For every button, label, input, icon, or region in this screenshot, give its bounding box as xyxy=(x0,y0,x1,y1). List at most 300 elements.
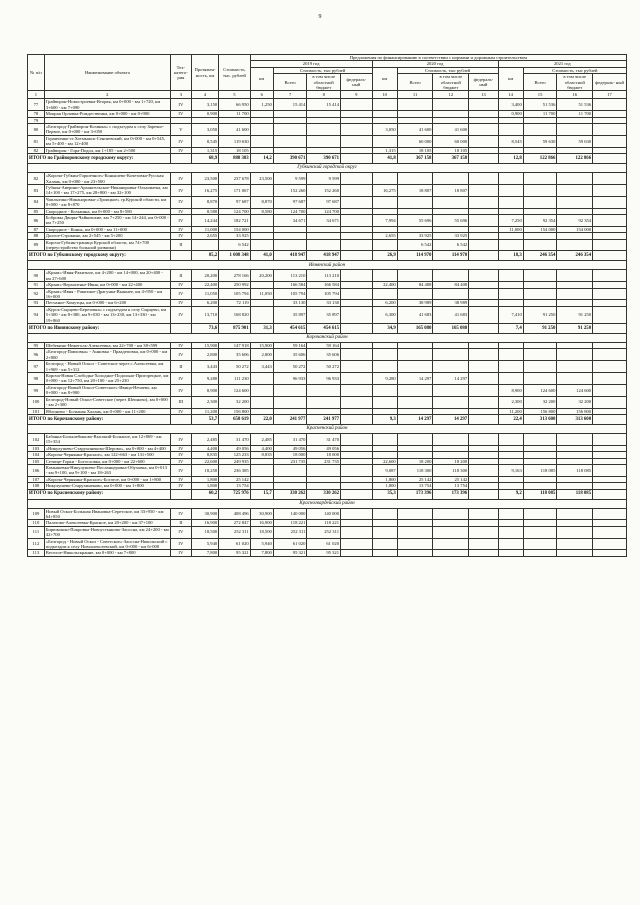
table-cell: 11 700 xyxy=(523,111,557,117)
table-cell: 7,800 xyxy=(191,550,218,556)
table-cell: 38 989 xyxy=(397,300,433,306)
table-cell xyxy=(250,373,273,385)
total-cell: 330 262 xyxy=(273,489,307,499)
object-name-cell: Гораиченко-ст.Хотмыжск-Сенгяевский, км 0+000 - км 0+545, км 5+400 - км 12+400 xyxy=(44,135,170,147)
total-cell: 418 947 xyxy=(307,251,341,261)
total-cell: 122 866 xyxy=(523,154,557,164)
table-cell: 13,710 xyxy=(191,306,218,323)
table-cell: 182 721 xyxy=(219,214,251,226)
table-cell xyxy=(341,196,373,208)
table-cell: 91 250 xyxy=(523,306,557,323)
table-cell: 100 xyxy=(28,396,45,408)
table-cell xyxy=(341,288,373,300)
total-cell xyxy=(593,414,627,424)
table-cell: 31 470 xyxy=(307,433,341,445)
table-cell: IV xyxy=(170,452,191,458)
total-cell: 114 970 xyxy=(433,251,469,261)
column-number: 9 xyxy=(341,91,373,99)
table-cell: 97 xyxy=(28,361,45,373)
table-cell xyxy=(191,239,218,251)
table-cell: IV xyxy=(170,111,191,117)
table-cell: 101 xyxy=(28,408,45,414)
table-cell: III xyxy=(170,396,191,408)
header-total: Всего xyxy=(397,74,433,91)
total-cell: 41,8 xyxy=(372,154,397,164)
table-cell: 166 584 xyxy=(307,282,341,288)
table-cell xyxy=(469,550,498,556)
table-cell: 8,835 xyxy=(191,452,218,458)
header-total: Всего xyxy=(273,74,307,91)
table-cell: 51 536 xyxy=(557,99,593,111)
table-cell: II xyxy=(170,361,191,373)
table-cell: 20,200 xyxy=(191,270,218,282)
table-cell: 250 992 xyxy=(219,282,251,288)
table-cell xyxy=(523,373,557,385)
total-cell: 34,9 xyxy=(372,324,397,334)
object-name-cell: Скородное - Коньк, км 0+000 - км 11+000 xyxy=(44,226,170,232)
table-cell: 156 800 xyxy=(557,408,593,414)
table-cell: 124 600 xyxy=(557,384,593,396)
header-cost: Стоимость, тыс. рублей xyxy=(219,55,251,91)
total-cell: 91 250 xyxy=(523,324,557,334)
table-cell: 118 221 xyxy=(273,520,307,526)
table-cell: 231 735 xyxy=(307,458,341,464)
table-cell: 8,545 xyxy=(498,135,523,147)
table-cell: 103 xyxy=(28,445,45,451)
table-cell: 15 414 xyxy=(273,99,307,111)
table-cell: 13 754 xyxy=(219,483,251,489)
table-cell: II xyxy=(170,520,191,526)
table-cell: 154 000 xyxy=(557,226,593,232)
table-cell: 236 385 xyxy=(219,464,251,476)
table-cell: 9,280 xyxy=(372,373,397,385)
table-cell xyxy=(557,550,593,556)
table-cell xyxy=(372,288,397,300)
table-row xyxy=(28,433,627,445)
object-name-cell: Камышевка-Никулушево-Посланцеровка-Обуховка, км 0+013 - км 9+100, км 9+100 - км 18+263 xyxy=(44,464,170,476)
table-cell: IV xyxy=(170,306,191,323)
table-cell: 82 xyxy=(28,147,45,153)
table-cell: 18,500 xyxy=(250,526,273,538)
table-cell xyxy=(469,124,498,136)
table-cell: 83 xyxy=(28,184,45,196)
table-row xyxy=(28,526,627,538)
table-cell xyxy=(341,99,373,111)
table-cell: II xyxy=(170,239,191,251)
table-cell: 107 xyxy=(28,476,45,482)
total-cell: 12,8 xyxy=(498,154,523,164)
table-cell xyxy=(498,124,523,136)
table-cell: IV xyxy=(170,384,191,396)
table-cell: 95 xyxy=(28,343,45,349)
table-row xyxy=(28,361,627,373)
table-row xyxy=(28,196,627,208)
table-cell: 140 000 xyxy=(273,508,307,520)
table-cell: 91 250 xyxy=(557,306,593,323)
table-cell xyxy=(372,396,397,408)
object-name-cell: «Белгород-Павловка» - Анновка - Праадеповка, км 0+000 - км 2+800 xyxy=(44,349,170,361)
table-cell: 91 xyxy=(28,282,45,288)
header-name: Наименование объекта xyxy=(44,55,170,91)
header-cost-group: Стоимость, тыс рублей xyxy=(273,67,372,73)
table-cell xyxy=(557,288,593,300)
table-cell: 2,800 xyxy=(191,349,218,361)
table-cell xyxy=(397,384,433,396)
table-cell xyxy=(433,361,469,373)
table-cell: 95 321 xyxy=(307,550,341,556)
header-category: Тех- катего- рия xyxy=(170,55,191,91)
total-cell xyxy=(170,251,191,261)
table-cell: 59 630 xyxy=(557,135,593,147)
table-cell xyxy=(557,196,593,208)
table-cell: 7,994 xyxy=(372,214,397,226)
table-cell: 95 321 xyxy=(219,550,251,556)
table-cell xyxy=(593,384,627,396)
table-cell: 96 933 xyxy=(273,373,307,385)
table-cell xyxy=(523,508,557,520)
table-cell: 154 000 xyxy=(523,226,557,232)
total-cell xyxy=(469,489,498,499)
section-title-row xyxy=(28,499,627,508)
table-cell: 61 020 xyxy=(273,538,307,550)
total-row xyxy=(28,154,627,164)
table-cell: IV xyxy=(170,550,191,556)
table-cell: 111 230 xyxy=(219,373,251,385)
table-cell: 106 xyxy=(28,464,45,476)
table-cell xyxy=(273,239,307,251)
table-cell: IV xyxy=(170,464,191,476)
table-cell: 49 056 xyxy=(273,445,307,451)
table-cell: 59 630 xyxy=(523,135,557,147)
table-cell xyxy=(593,306,627,323)
table-cell xyxy=(397,538,433,550)
table-row xyxy=(28,214,627,226)
table-cell: 59 164 xyxy=(307,343,341,349)
total-cell: 9,3 xyxy=(372,414,397,424)
table-cell: 18,500 xyxy=(191,526,218,538)
header-forecast: Предложения по финансированию в соответствии с нормами и дорожным строительством xyxy=(250,55,626,61)
total-cell: 60,2 xyxy=(191,489,218,499)
object-name-cell: «Белгород-Новый Оскол-Советское»-Ивица-Нечаево, км 0+000 - км 8+900 xyxy=(44,384,170,396)
column-number: 7 xyxy=(273,91,307,99)
total-cell xyxy=(469,324,498,334)
table-cell: 2,485 xyxy=(191,433,218,445)
table-cell: 108 xyxy=(28,483,45,489)
table-cell xyxy=(433,550,469,556)
table-cell: 118 300 xyxy=(397,464,433,476)
column-number: 17 xyxy=(593,91,627,99)
table-cell: 8,580 xyxy=(250,208,273,214)
total-label: ИТОГО по Красненскому району: xyxy=(28,489,171,499)
column-number: 3 xyxy=(170,91,191,99)
table-cell: 2,300 xyxy=(498,396,523,408)
total-cell: 454 615 xyxy=(273,324,307,334)
table-cell xyxy=(469,306,498,323)
total-cell xyxy=(170,324,191,334)
table-cell: 118 300 xyxy=(433,464,469,476)
table-cell xyxy=(341,550,373,556)
table-cell: 61 020 xyxy=(307,538,341,550)
table-cell xyxy=(523,270,557,282)
table-cell: 34 671 xyxy=(273,214,307,226)
total-cell: 165 080 xyxy=(397,324,433,334)
table-cell xyxy=(498,373,523,385)
table-cell xyxy=(307,464,341,476)
table-cell xyxy=(593,214,627,226)
object-name-cell: Бобровы Дворы-Чайковские, км 7+250 - км 14+244, км 0+000 - км 7+250 xyxy=(45,214,169,226)
table-cell xyxy=(341,396,373,408)
table-cell xyxy=(523,349,557,361)
object-name-cell: «Курск-Сырцево-Березовка» с подъездом к селу Сырцево, км 5+300 - км 8+380, км 9+030 - км 13+230, км 13+330 - км 19+860 xyxy=(44,306,170,323)
table-row xyxy=(28,508,627,520)
table-cell xyxy=(307,239,341,251)
table-cell: 11 700 xyxy=(557,111,593,117)
table-cell: IV xyxy=(170,483,191,489)
total-cell: 68,9 xyxy=(191,154,218,164)
table-cell: 14 297 xyxy=(433,373,469,385)
table-cell xyxy=(523,184,557,196)
column-number: 15 xyxy=(523,91,557,99)
table-cell: 237 678 xyxy=(219,173,251,185)
table-cell: 11,000 xyxy=(191,226,218,232)
table-cell: 1,315 xyxy=(372,147,397,153)
column-number: 13 xyxy=(469,91,498,99)
table-cell xyxy=(523,550,557,556)
section-title: Губкинский городской округ xyxy=(28,164,627,173)
total-cell xyxy=(341,489,373,499)
total-cell xyxy=(593,251,627,261)
total-cell: 18,3 xyxy=(498,251,523,261)
table-cell: 23,500 xyxy=(191,173,218,185)
table-cell xyxy=(341,538,373,550)
object-name-cell: «Крым»-Ивня - Ракитное-Драгунка-Вышнее, км 4+950 - км 16+000 xyxy=(44,288,170,300)
total-row xyxy=(28,324,627,334)
table-cell: IV xyxy=(170,300,191,306)
table-cell: 3,150 xyxy=(191,99,218,111)
table-cell: 25 142 xyxy=(397,476,433,482)
table-cell: 15,900 xyxy=(250,343,273,349)
section-title-row xyxy=(28,424,627,433)
table-cell xyxy=(593,173,627,185)
table-cell xyxy=(372,550,397,556)
table-cell: 152 260 xyxy=(307,184,341,196)
total-cell xyxy=(341,251,373,261)
section-title-row xyxy=(28,164,627,173)
total-cell: 15,7 xyxy=(250,489,273,499)
table-cell: 6 542 xyxy=(219,239,251,251)
table-cell: 90 xyxy=(28,270,45,282)
table-cell: 113 xyxy=(28,550,45,556)
table-cell xyxy=(593,433,627,445)
table-cell xyxy=(469,508,498,520)
object-name-cell: Веселое-Никольскранне, км 0+000 - км 7+800 xyxy=(44,550,170,556)
table-cell: 33 130 xyxy=(307,300,341,306)
column-number: 8 xyxy=(307,91,341,99)
table-cell xyxy=(523,526,557,538)
table-cell: 18,250 xyxy=(191,464,218,476)
table-cell: 1,800 xyxy=(191,476,218,482)
object-name-cell: «Короча-Губкин-Горшечное»-Конышево-Кочетовка-Русская Халань, км 0+000 - км 23+500 xyxy=(44,173,170,185)
table-cell: 6 542 xyxy=(433,239,469,251)
table-cell: 32 200 xyxy=(523,396,557,408)
total-cell: 246 354 xyxy=(557,251,593,261)
table-cell: IV xyxy=(170,458,191,464)
table-cell xyxy=(397,526,433,538)
table-cell xyxy=(469,184,498,196)
table-cell xyxy=(593,349,627,361)
table-cell: 33 925 xyxy=(433,233,469,239)
total-cell: 9,2 xyxy=(498,489,523,499)
total-label: ИТОГО по Ивнянскому району: xyxy=(28,324,171,334)
table-cell xyxy=(307,396,341,408)
table-cell xyxy=(397,288,433,300)
total-cell: 367 158 xyxy=(397,154,433,164)
total-cell: 313 600 xyxy=(557,414,593,424)
table-cell: 50 272 xyxy=(219,361,251,373)
table-cell: 9,087 xyxy=(372,464,397,476)
table-cell xyxy=(433,433,469,445)
table-cell xyxy=(469,349,498,361)
table-cell: 22,600 xyxy=(372,458,397,464)
table-cell: 6,200 xyxy=(372,300,397,306)
table-cell xyxy=(469,173,498,185)
table-cell: 30,900 xyxy=(191,508,218,520)
table-cell xyxy=(557,173,593,185)
table-cell: 2,655 xyxy=(191,233,218,239)
table-cell: 152 260 xyxy=(273,184,307,196)
table-cell: 7,410 xyxy=(498,306,523,323)
total-cell: 14 297 xyxy=(433,414,469,424)
header-num: № п/п xyxy=(28,55,45,91)
object-name-cell: Короча-Губкин-граница Курской области, км 74+700 (переустройство большой развязки) xyxy=(44,239,170,251)
table-cell xyxy=(341,373,373,385)
table-cell xyxy=(372,270,397,282)
table-cell xyxy=(498,184,523,196)
table-cell xyxy=(341,464,373,476)
table-cell: 84 408 xyxy=(433,282,469,288)
table-cell: IV xyxy=(170,476,191,482)
table-cell: 1,800 xyxy=(372,483,397,489)
table-cell: 99 xyxy=(28,384,45,396)
table-cell xyxy=(593,239,627,251)
table-cell xyxy=(372,361,397,373)
object-name-cell: «Крым»-Ивня-Ракитное, км 4+200 - км 14+000, км 20+400 - км 27+600 xyxy=(44,270,170,282)
table-cell: 140 000 xyxy=(307,508,341,520)
table-cell: 89 xyxy=(28,239,45,251)
table-cell: 23,500 xyxy=(250,173,273,185)
table-row xyxy=(28,373,627,385)
table-cell xyxy=(523,173,557,185)
table-cell: 41 683 xyxy=(397,306,433,323)
column-number: 12 xyxy=(433,91,469,99)
table-cell: 32 200 xyxy=(219,396,251,408)
table-cell: 278 166 xyxy=(219,270,251,282)
object-name-cell: Чаплыгино-Никаноровка-«Троицкое» гр.Курской области, км 0+000 - км 8+870 xyxy=(44,196,170,208)
total-cell: 875 901 xyxy=(219,324,251,334)
table-cell: 8,900 xyxy=(498,384,523,396)
object-name-cell: Грайворон - Гора-Подол, км 1+185 - км 2+500 xyxy=(44,147,170,153)
table-cell xyxy=(498,361,523,373)
object-name-cell: «Короча-Чернянка-Красное», км 122+663 - км 131+500 xyxy=(44,452,170,458)
table-cell xyxy=(341,526,373,538)
table-cell: 156 800 xyxy=(523,408,557,414)
table-cell xyxy=(469,214,498,226)
page-number: 9 xyxy=(318,14,322,20)
total-cell: 114 970 xyxy=(397,251,433,261)
table-cell: 109 xyxy=(28,508,45,520)
table-row xyxy=(28,306,627,323)
object-name-cell: Долгое-Строкино, км 2+545 - км 5+200 xyxy=(44,233,170,239)
table-cell: 92 xyxy=(28,288,45,300)
table-cell: 95 321 xyxy=(273,550,307,556)
header-km: км xyxy=(250,67,273,91)
total-cell xyxy=(341,324,373,334)
total-cell: 173 396 xyxy=(397,489,433,499)
table-cell: 9 599 xyxy=(307,173,341,185)
total-cell xyxy=(469,154,498,164)
table-row xyxy=(28,550,627,556)
table-cell xyxy=(593,124,627,136)
table-cell: IV xyxy=(170,282,191,288)
table-cell: 81 xyxy=(28,135,45,147)
header-year-2021: 2021 год xyxy=(498,61,626,67)
object-name-cell: «Крым»-Верхопенье-Ивня, км 0+000 - км 22+400 xyxy=(44,282,170,288)
table-cell xyxy=(498,526,523,538)
object-name-cell: Новый Оскол-Большая Ивановка-Серетское, км 33+950 - км 64+850 xyxy=(44,508,170,520)
table-cell: 2,300 xyxy=(191,396,218,408)
table-cell xyxy=(557,433,593,445)
table-cell: 22,600 xyxy=(191,458,218,464)
table-cell xyxy=(523,538,557,550)
table-cell xyxy=(593,361,627,373)
total-cell: 14 297 xyxy=(397,414,433,424)
table-cell: 2,485 xyxy=(250,433,273,445)
table-cell xyxy=(341,361,373,373)
total-cell: 367 158 xyxy=(433,154,469,164)
table-cell: 9 599 xyxy=(273,173,307,185)
table-cell xyxy=(469,384,498,396)
table-cell: IV xyxy=(170,99,191,111)
table-cell: 8,870 xyxy=(191,196,218,208)
total-cell: 41,0 xyxy=(250,251,273,261)
table-cell: 35 606 xyxy=(307,349,341,361)
table-cell: 166 584 xyxy=(273,282,307,288)
total-cell: 880 303 xyxy=(219,154,251,164)
table-cell xyxy=(341,173,373,185)
header-year-2020: 2020 год xyxy=(372,61,498,67)
table-cell xyxy=(498,538,523,550)
header-regional: в том числе областной бюджет xyxy=(307,74,341,91)
table-cell: 124 700 xyxy=(273,208,307,214)
table-cell: 105 794 xyxy=(273,288,307,300)
table-cell: 118 085 xyxy=(557,464,593,476)
table-cell xyxy=(250,464,273,476)
table-cell: 31 470 xyxy=(273,433,307,445)
table-body xyxy=(28,91,627,556)
table-cell: 92 354 xyxy=(557,214,593,226)
table-cell xyxy=(372,384,397,396)
table-cell: 18 000 xyxy=(307,452,341,458)
table-cell: 11,000 xyxy=(498,226,523,232)
table-cell xyxy=(593,184,627,196)
total-cell: 1 008 348 xyxy=(219,251,251,261)
header-federal: федераль- ный xyxy=(469,74,498,91)
table-cell: 3,443 xyxy=(191,361,218,373)
table-cell: 3,400 xyxy=(498,99,523,111)
table-cell xyxy=(557,239,593,251)
table-cell: 119 630 xyxy=(219,135,251,147)
table-row xyxy=(28,173,627,185)
